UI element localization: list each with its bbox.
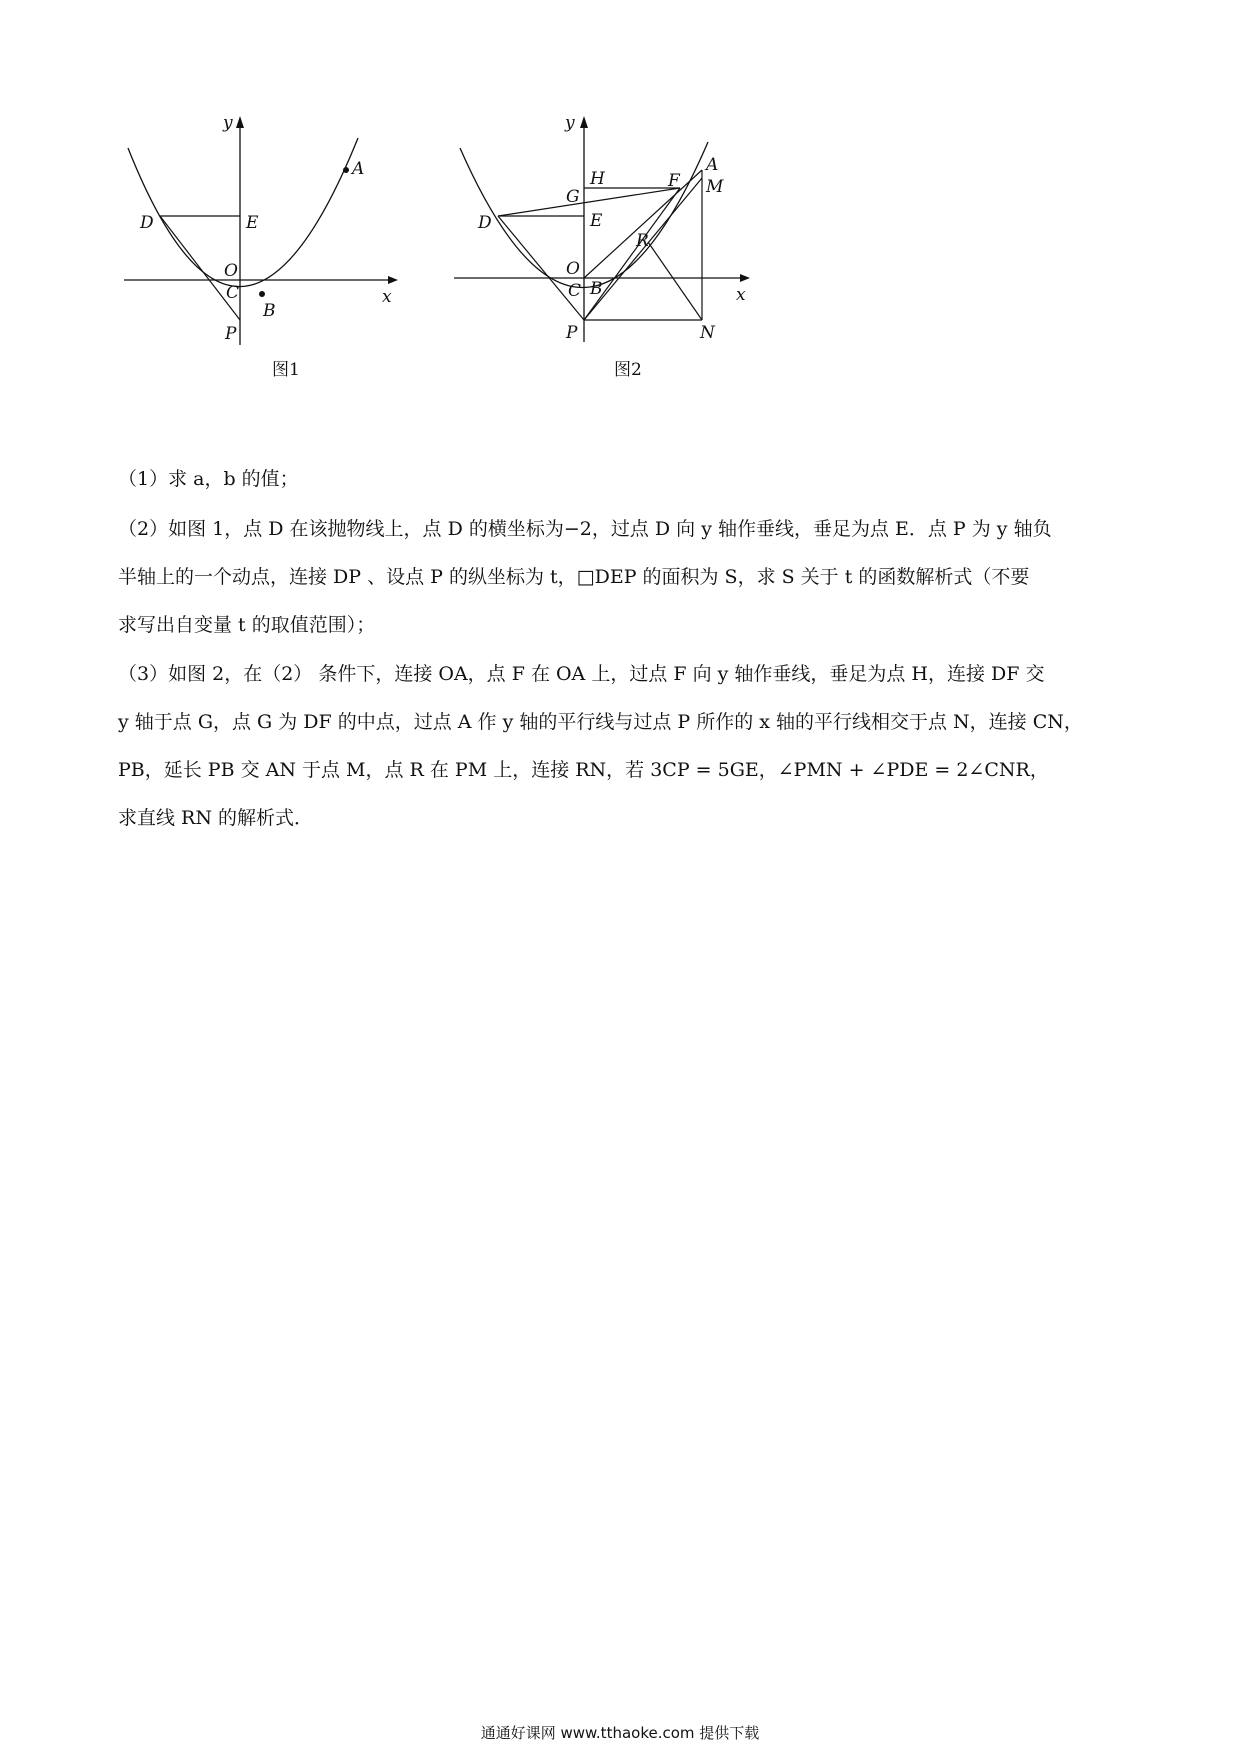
label-o: O (566, 259, 580, 279)
label-g: G (566, 187, 580, 207)
label-e: E (246, 213, 259, 233)
page-footer: 通通好课网 www.tthaoke.com 提供下载 (480, 1724, 760, 1742)
label-b: B (263, 301, 276, 321)
x-axis-arrow (388, 276, 398, 284)
segment-pf (584, 188, 680, 320)
question-3-line-2: y 轴于点 G，点 G 为 DF 的中点，过点 A 作 y 轴的平行线与过点 P 所作的 x 轴的平行线相交于点 N，连接 CN， (118, 711, 1083, 733)
figure-1-diagram (130, 113, 450, 420)
figure-1-caption: 图1 (272, 360, 300, 380)
label-a: A (706, 155, 719, 175)
label-n: N (700, 323, 715, 343)
label-m: M (706, 177, 724, 197)
figure-2 (450, 113, 770, 420)
y-axis-arrow (236, 116, 244, 128)
question-3 (118, 650, 1128, 842)
question-3-line-3: PB，延长 PB 交 AN 于点 M，点 R 在 PM 上，连接 RN，若 3CP = 5GE，∠PMN + ∠PDE = 2∠CNR， (118, 759, 1049, 781)
question-3-line-1: （3）如图 2，在（2） 条件下，连接 OA，点 F 在 OA 上，过点 F 向 y 轴作垂线，垂足为点 H，连接 DF 交 (118, 663, 1045, 685)
label-h: H (590, 169, 605, 189)
question-3-line-4: 求直线 RN 的解析式． (118, 807, 314, 829)
parabola (128, 138, 358, 287)
figure-1 (130, 113, 450, 420)
label-y: y (565, 113, 575, 133)
x-axis-arrow (740, 274, 750, 282)
segment-rn (648, 242, 702, 320)
figure-2-diagram (450, 113, 770, 420)
question-1-text: （1）求 a，b 的值； (118, 468, 299, 490)
label-f: F (668, 171, 680, 191)
question-2-line-2: 半轴上的一个动点，连接 DP 、设点 P 的纵坐标为 t，□DEP 的面积为 S，求 S 关于 t 的函数解析式（不要 (118, 566, 1030, 588)
label-o: O (224, 261, 238, 281)
label-a: A (352, 159, 365, 179)
label-r: R (636, 231, 649, 251)
label-y: y (223, 113, 233, 133)
label-x: x (382, 287, 392, 307)
question-2 (118, 505, 1128, 649)
point-a (343, 167, 349, 173)
question-2-line-1: （2）如图 1，点 D 在该抛物线上，点 D 的横坐标为−2，过点 D 向 y 轴作垂线，垂足为点 E．点 P 为 y 轴负 (118, 518, 1052, 540)
label-d: D (478, 213, 492, 233)
point-b (259, 291, 265, 297)
label-p: P (566, 323, 578, 343)
label-p: P (225, 324, 237, 344)
label-d: D (140, 213, 154, 233)
question-2-line-3: 求写出自变量 t 的取值范围）； (118, 614, 376, 636)
segment-df (498, 188, 680, 216)
label-b: B (590, 279, 603, 299)
y-axis-arrow (580, 116, 588, 128)
label-x: x (736, 285, 746, 305)
label-e: E (590, 211, 603, 231)
label-c: C (226, 283, 240, 303)
question-1 (118, 455, 1128, 503)
figure-2-caption: 图2 (614, 360, 642, 380)
label-c: C (568, 281, 582, 301)
